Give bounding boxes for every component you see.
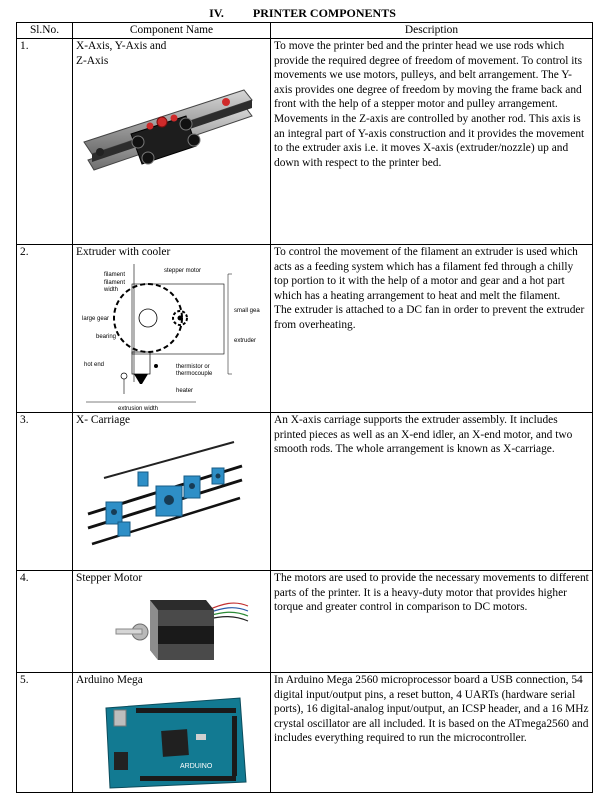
diagram-label-thermistor-2: thermocouple xyxy=(176,370,213,377)
diagram-label-heater: heater xyxy=(176,387,194,394)
component-name-line: Z-Axis xyxy=(76,54,109,67)
description-cell xyxy=(271,245,593,413)
description-paragraph: To move the printer bed and the printer head we use rods which provide the required degree of freedom of movement. To control its movements we use motors, pulleys, and belt arrangement. The Y-axis provides one degree of freedom by moving the frame back and front with the help of a stepper motor and pulley arrangement. xyxy=(274,40,583,111)
header-component-name: Component Name xyxy=(73,23,271,39)
components-table xyxy=(16,22,593,793)
table-row xyxy=(17,673,593,793)
diagram-label-filament-width xyxy=(103,280,127,293)
description-paragraph: The extruder is attached to a DC fan in order to prevent the extruder from overheating. xyxy=(274,304,585,331)
extruder-diagram xyxy=(76,264,266,412)
section-number: IV. xyxy=(209,6,224,20)
header-description: Description xyxy=(271,23,593,39)
board-label: ARDUINO xyxy=(180,762,213,770)
header-slno: Sl.No. xyxy=(17,23,73,39)
table-row xyxy=(17,245,593,413)
component-cell xyxy=(73,39,271,245)
description-cell xyxy=(271,673,593,793)
description-paragraph: To control the movement of the filament an extruder is used which acts as a feeding system which has a filament fed through a chilly top portion to it with the help of a motor and gear and a hot part which has a heating arrangement to heat and melt the filament. xyxy=(274,246,578,302)
description-paragraph: An X-axis carriage supports the extruder assembly. It includes printed pieces as well as an X-end idler, an X-end motor, and two smooth rods. The whole arrangement is known as X-carriage. xyxy=(274,414,573,456)
diagram-label-extrusion-width: extrusion width xyxy=(118,405,159,412)
stepper-motor-image xyxy=(110,590,250,664)
table-row xyxy=(17,413,593,571)
diagram-label-thermistor xyxy=(176,364,213,377)
row-number: 2. xyxy=(17,245,73,413)
row-number: 1. xyxy=(17,39,73,245)
diagram-label-stepper-motor: stepper motor xyxy=(164,267,202,274)
diagram-label-extruder: extruder xyxy=(234,337,257,344)
diagram-label-filament-width-1: filament xyxy=(104,279,126,286)
diagram-label-filament-width-2: width xyxy=(104,286,119,293)
row-number: 3. xyxy=(17,413,73,571)
x-carriage-image xyxy=(84,432,244,554)
section-heading xyxy=(0,6,605,21)
component-name-line: Arduino Mega xyxy=(76,674,143,686)
description-cell xyxy=(271,39,593,245)
description-paragraph: In Arduino Mega 2560 microprocessor board a USB connection, 54 digital input/output pins, a reset button, 4 UARTs (hardware serial ports), 16 digital-analog input/output, an ICSP header, and a 16 MHz crystal oscillator are all included. It is based on the ATmega2560 and includes everything required to run the microcontroller. xyxy=(274,674,589,745)
row-number: 4. xyxy=(17,571,73,673)
diagram-label-bearing: bearing xyxy=(96,333,117,340)
component-name-line: X- Carriage xyxy=(76,414,131,426)
diagram-label-large-gear: large gear xyxy=(82,315,110,322)
component-cell xyxy=(73,245,271,413)
component-name-line: Stepper Motor xyxy=(76,572,143,584)
table-row xyxy=(17,571,593,673)
description-cell xyxy=(271,571,593,673)
section-title: PRINTER COMPONENTS xyxy=(252,6,396,20)
arduino-mega-image xyxy=(100,692,250,790)
description-paragraph: Movements in the Z-axis are controlled by another rod. This axis is an integral part of Y-axis construction and it provides the movement to the extruder axis i.e. it moves X-axis (extruder/nozzle) up and down with respect to the printer bed. xyxy=(274,112,585,169)
description-cell xyxy=(271,413,593,571)
component-cell xyxy=(73,571,271,673)
component-name-line: X-Axis, Y-Axis and xyxy=(76,40,167,52)
row-number: 5. xyxy=(17,673,73,793)
component-cell xyxy=(73,413,271,571)
diagram-label-small-gear: small gea xyxy=(234,307,260,314)
xyz-axis-rail-image xyxy=(76,72,256,184)
table-row xyxy=(17,39,593,245)
diagram-label-thermistor-1: thermistor or xyxy=(176,363,210,370)
component-name-line: Extruder with cooler xyxy=(76,246,171,258)
description-paragraph: The motors are used to provide the necessary movements to different parts of the printer. It is a heavy-duty motor that provides higher torque and greater control in comparison to DC motors. xyxy=(274,572,589,614)
component-cell xyxy=(73,673,271,793)
table-header-row xyxy=(17,23,593,39)
diagram-label-filament: filament xyxy=(104,271,126,278)
diagram-label-hot-end: hot end xyxy=(84,361,105,368)
